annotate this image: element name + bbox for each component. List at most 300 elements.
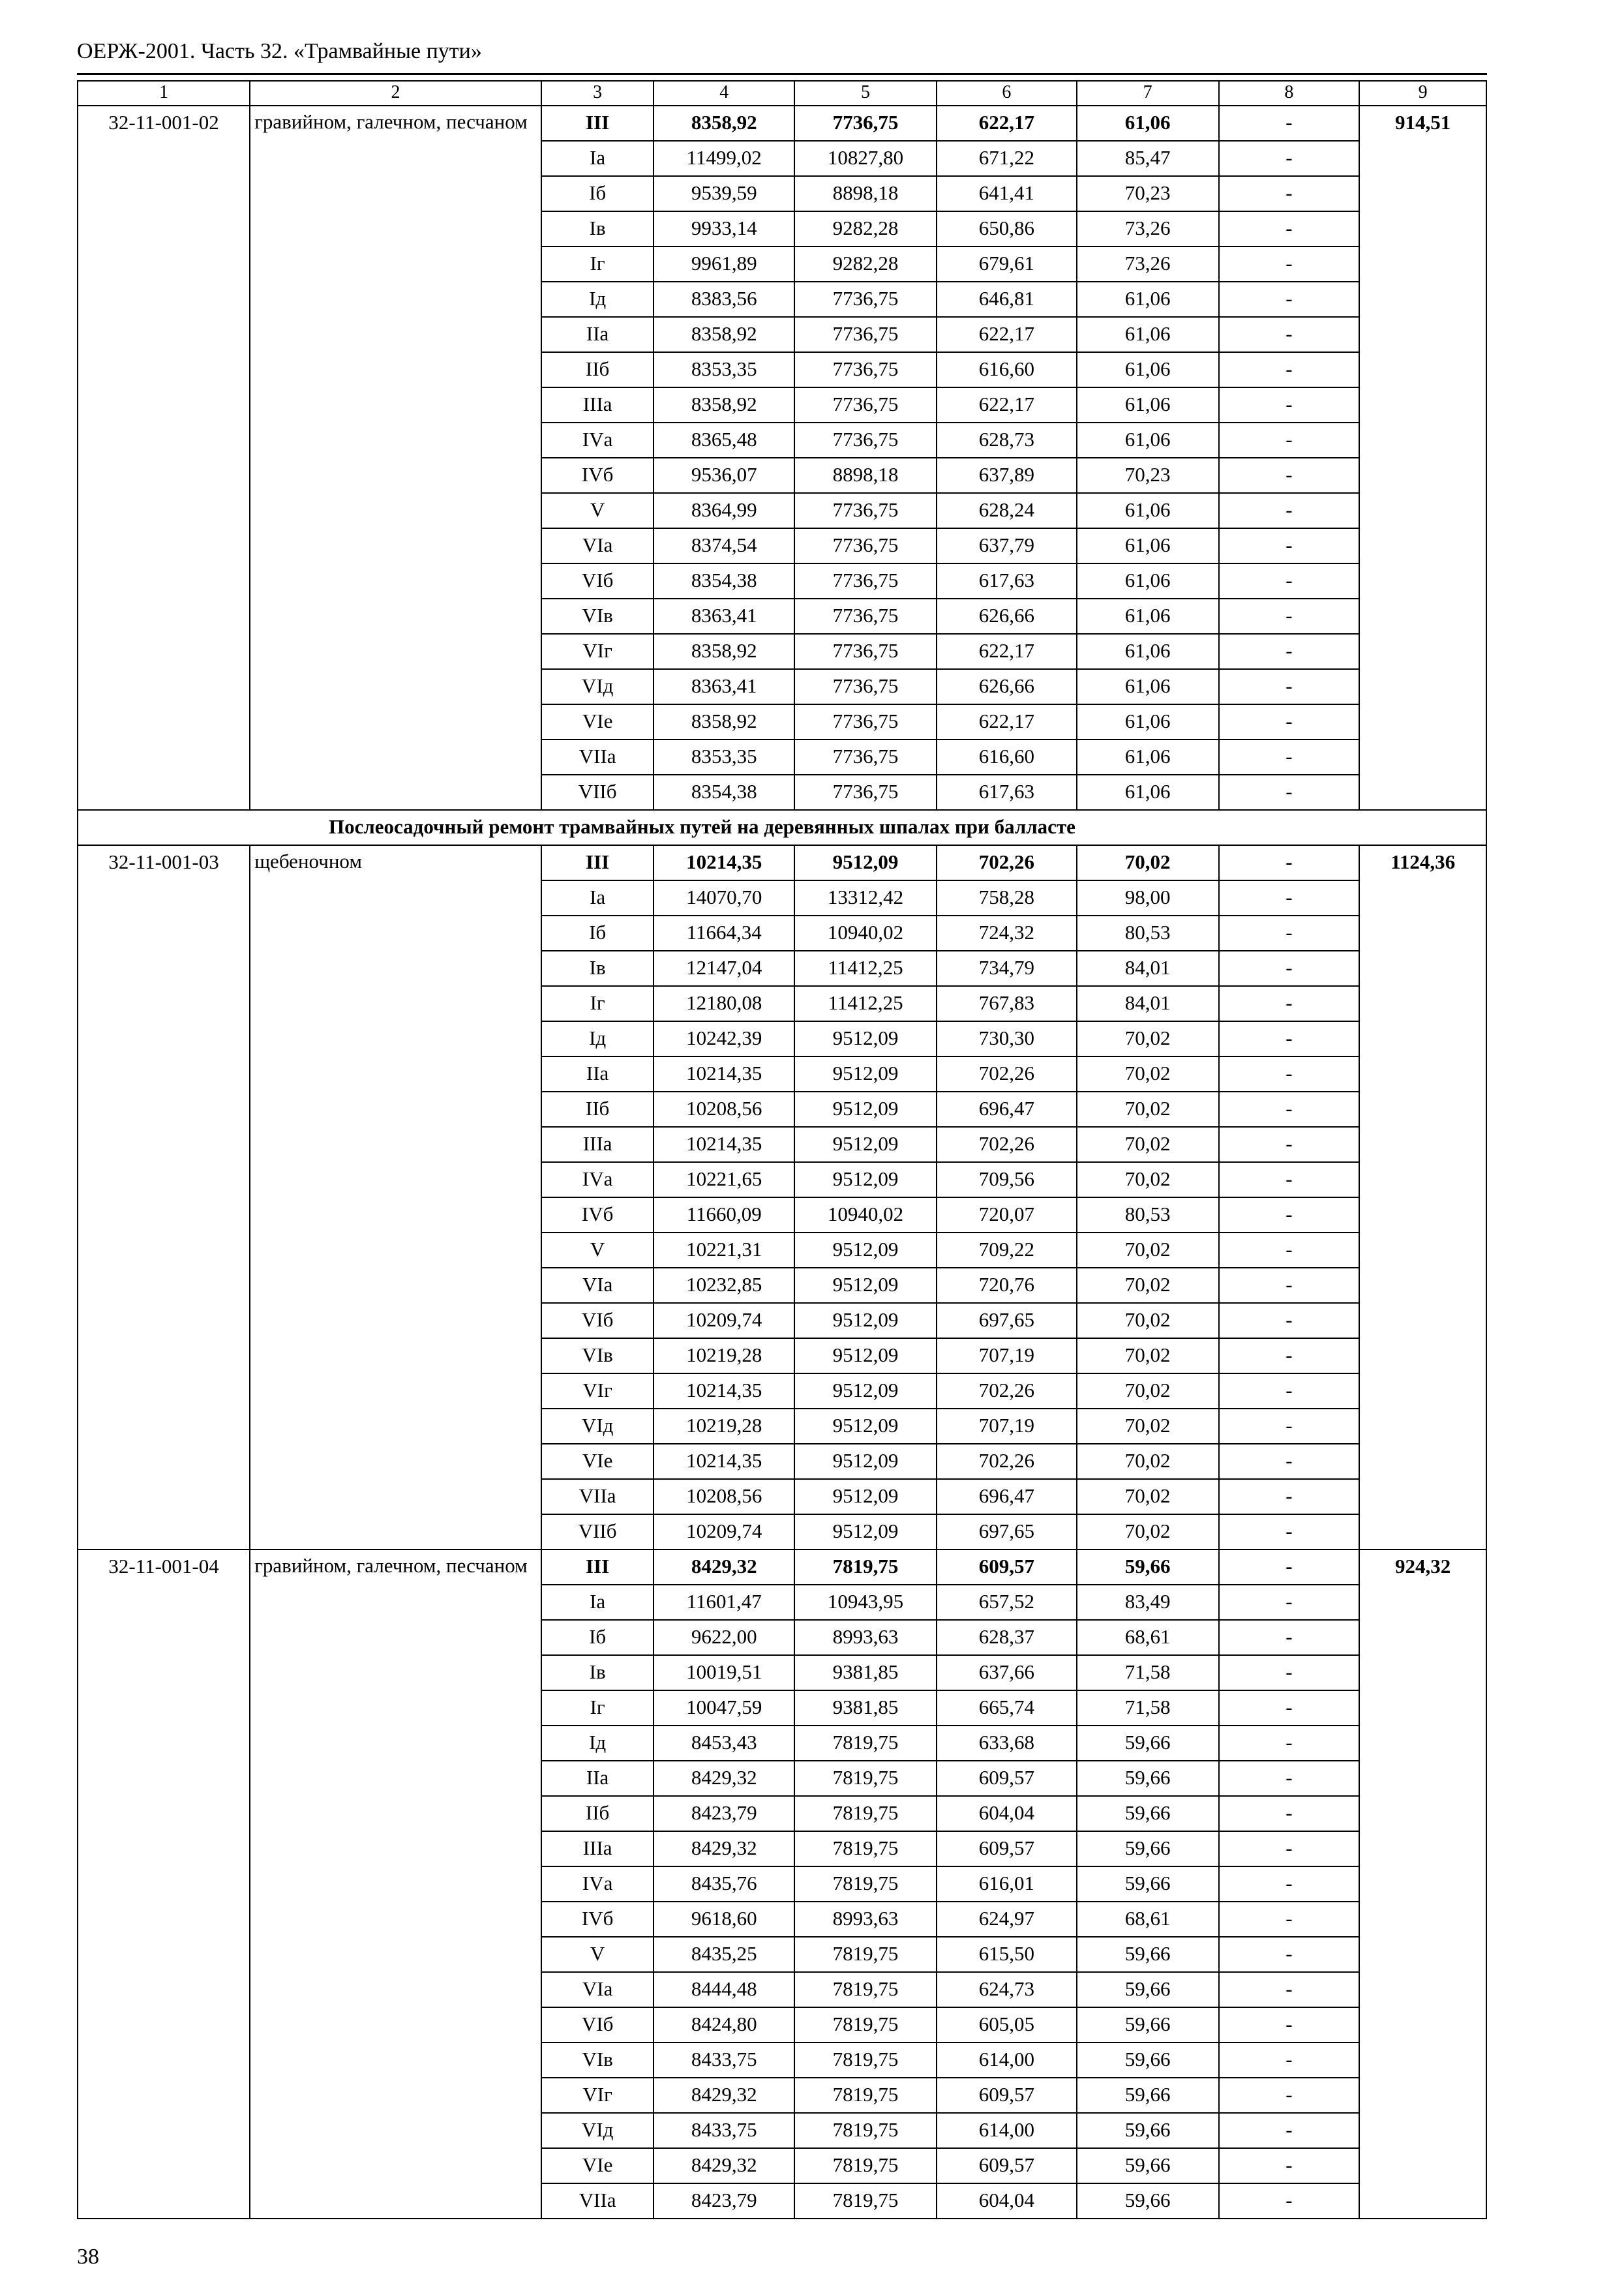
wages-cell: 9282,28	[794, 211, 937, 247]
total-cost-cell: 11660,09	[654, 1197, 794, 1233]
materials-cell: -	[1219, 247, 1360, 282]
materials-cell: -	[1219, 1761, 1360, 1796]
operator-wages-cell: 61,06	[1077, 740, 1219, 775]
materials-cell: -	[1219, 2007, 1360, 2042]
wages-cell: 10940,02	[794, 1197, 937, 1233]
class-cell: III	[541, 845, 654, 880]
materials-cell: -	[1219, 1902, 1360, 1937]
operator-wages-cell: 61,06	[1077, 704, 1219, 740]
machine-cost-cell: 696,47	[937, 1479, 1077, 1514]
class-cell: IVб	[541, 1902, 654, 1937]
operator-wages-cell: 61,06	[1077, 106, 1219, 141]
materials-cell: -	[1219, 1268, 1360, 1303]
materials-cell: -	[1219, 1444, 1360, 1479]
machine-cost-cell: 614,00	[937, 2113, 1077, 2148]
wages-cell: 7819,75	[794, 1937, 937, 1972]
machine-cost-cell: 624,73	[937, 1972, 1077, 2007]
wages-cell: 9512,09	[794, 1409, 937, 1444]
materials-cell: -	[1219, 423, 1360, 458]
rate-name-cell: гравийном, галечном, песчаном	[250, 106, 541, 810]
total-cost-cell: 8429,32	[654, 1549, 794, 1585]
materials-cell: -	[1219, 1655, 1360, 1690]
operator-wages-cell: 70,02	[1077, 1338, 1219, 1373]
total-cost-cell: 8453,43	[654, 1726, 794, 1761]
materials-cell: -	[1219, 1514, 1360, 1549]
total-cost-cell: 9933,14	[654, 211, 794, 247]
total-cost-cell: 10219,28	[654, 1409, 794, 1444]
machine-cost-cell: 650,86	[937, 211, 1077, 247]
class-cell: VIIб	[541, 1514, 654, 1549]
materials-cell: -	[1219, 1409, 1360, 1444]
operator-wages-cell: 61,06	[1077, 669, 1219, 704]
total-cost-cell: 8364,99	[654, 493, 794, 528]
total-cost-cell: 10047,59	[654, 1690, 794, 1726]
machine-cost-cell: 734,79	[937, 951, 1077, 986]
class-cell: VIб	[541, 563, 654, 599]
machine-cost-cell: 702,26	[937, 1127, 1077, 1162]
machine-cost-cell: 609,57	[937, 2148, 1077, 2183]
machine-cost-cell: 665,74	[937, 1690, 1077, 1726]
rate-name-cell: щебеночном	[250, 845, 541, 1549]
total-cost-cell: 12147,04	[654, 951, 794, 986]
materials-cell: -	[1219, 845, 1360, 880]
machine-cost-cell: 617,63	[937, 563, 1077, 599]
total-cost-cell: 10242,39	[654, 1021, 794, 1056]
machine-cost-cell: 724,32	[937, 916, 1077, 951]
wages-cell: 7736,75	[794, 528, 937, 563]
operator-wages-cell: 84,01	[1077, 951, 1219, 986]
class-cell: IIIа	[541, 1831, 654, 1866]
machine-cost-cell: 609,57	[937, 2078, 1077, 2113]
class-cell: V	[541, 1937, 654, 1972]
materials-cell: -	[1219, 634, 1360, 669]
machine-cost-cell: 614,00	[937, 2042, 1077, 2078]
wages-cell: 8993,63	[794, 1902, 937, 1937]
total-cost-cell: 12180,08	[654, 986, 794, 1021]
wages-cell: 7819,75	[794, 1726, 937, 1761]
class-cell: III	[541, 1549, 654, 1585]
materials-cell: -	[1219, 2183, 1360, 2219]
total-cost-cell: 8429,32	[654, 2078, 794, 2113]
machine-cost-cell: 637,79	[937, 528, 1077, 563]
operator-wages-cell: 70,02	[1077, 1092, 1219, 1127]
total-cost-cell: 10232,85	[654, 1268, 794, 1303]
wages-cell: 7736,75	[794, 563, 937, 599]
materials-cell: -	[1219, 1373, 1360, 1409]
class-cell: IVб	[541, 1197, 654, 1233]
rates-table	[77, 80, 1487, 2219]
operator-wages-cell: 70,02	[1077, 1162, 1219, 1197]
materials-cell: -	[1219, 528, 1360, 563]
materials-cell: -	[1219, 106, 1360, 141]
class-cell: III	[541, 106, 654, 141]
machine-cost-cell: 622,17	[937, 634, 1077, 669]
total-cost-cell: 8435,25	[654, 1937, 794, 1972]
wages-cell: 9512,09	[794, 1233, 937, 1268]
materials-cell: -	[1219, 2113, 1360, 2148]
wages-cell: 7736,75	[794, 599, 937, 634]
total-cost-cell: 8429,32	[654, 2148, 794, 2183]
class-cell: VIа	[541, 1972, 654, 2007]
total-cost-cell: 9961,89	[654, 247, 794, 282]
operator-wages-cell: 59,66	[1077, 2042, 1219, 2078]
wages-cell: 7819,75	[794, 2078, 937, 2113]
class-cell: VIг	[541, 2078, 654, 2113]
page-header: ОЕРЖ-2001. Часть 32. «Трамвайные пути»	[77, 39, 482, 63]
table-row	[78, 1549, 1486, 1585]
total-cost-cell: 8433,75	[654, 2042, 794, 2078]
class-cell: VIе	[541, 2148, 654, 2183]
class-cell: V	[541, 493, 654, 528]
class-cell: VIд	[541, 1409, 654, 1444]
wages-cell: 10943,95	[794, 1585, 937, 1620]
total-cost-cell: 8429,32	[654, 1831, 794, 1866]
total-cost-cell: 8423,79	[654, 1796, 794, 1831]
class-cell: Iд	[541, 282, 654, 317]
wages-cell: 11412,25	[794, 986, 937, 1021]
wages-cell: 9512,09	[794, 1303, 937, 1338]
operator-wages-cell: 61,06	[1077, 282, 1219, 317]
machine-cost-cell: 709,22	[937, 1233, 1077, 1268]
materials-cell: -	[1219, 387, 1360, 423]
total-cost-cell: 8423,79	[654, 2183, 794, 2219]
operator-wages-cell: 70,02	[1077, 845, 1219, 880]
machine-cost-cell: 622,17	[937, 704, 1077, 740]
operator-wages-cell: 80,53	[1077, 916, 1219, 951]
wages-cell: 9512,09	[794, 1127, 937, 1162]
class-cell: VIа	[541, 1268, 654, 1303]
class-cell: IIб	[541, 1092, 654, 1127]
machine-cost-cell: 641,41	[937, 176, 1077, 211]
machine-cost-cell: 637,66	[937, 1655, 1077, 1690]
operator-wages-cell: 61,06	[1077, 634, 1219, 669]
operator-wages-cell: 61,06	[1077, 423, 1219, 458]
class-cell: Iа	[541, 1585, 654, 1620]
wages-cell: 9381,85	[794, 1690, 937, 1726]
materials-cell: -	[1219, 986, 1360, 1021]
total-cost-cell: 8363,41	[654, 669, 794, 704]
materials-cell: -	[1219, 211, 1360, 247]
header-rule	[77, 73, 1487, 75]
wages-cell: 7736,75	[794, 282, 937, 317]
column-number-cell: 5	[794, 81, 937, 106]
wages-cell: 7819,75	[794, 2183, 937, 2219]
total-cost-cell: 10208,56	[654, 1092, 794, 1127]
class-cell: IVа	[541, 1162, 654, 1197]
class-cell: Iб	[541, 176, 654, 211]
total-cost-cell: 8363,41	[654, 599, 794, 634]
operator-wages-cell: 71,58	[1077, 1655, 1219, 1690]
machine-cost-cell: 702,26	[937, 1373, 1077, 1409]
operator-wages-cell: 59,66	[1077, 1726, 1219, 1761]
materials-cell: -	[1219, 1690, 1360, 1726]
operator-wages-cell: 61,06	[1077, 528, 1219, 563]
class-cell: Iа	[541, 141, 654, 176]
machine-cost-cell: 604,04	[937, 1796, 1077, 1831]
class-cell: VIIб	[541, 775, 654, 810]
total-cost-cell: 8365,48	[654, 423, 794, 458]
operator-wages-cell: 61,06	[1077, 599, 1219, 634]
class-cell: Iд	[541, 1021, 654, 1056]
class-cell: IIб	[541, 1796, 654, 1831]
class-cell: VIв	[541, 599, 654, 634]
section-row	[78, 810, 1486, 845]
class-cell: IVа	[541, 423, 654, 458]
wages-cell: 7736,75	[794, 669, 937, 704]
materials-cell: -	[1219, 1585, 1360, 1620]
machine-cost-cell: 707,19	[937, 1409, 1077, 1444]
operator-wages-cell: 73,26	[1077, 211, 1219, 247]
materials-cell: -	[1219, 1479, 1360, 1514]
wages-cell: 7819,75	[794, 1866, 937, 1902]
class-cell: Iг	[541, 986, 654, 1021]
total-cost-cell: 11664,34	[654, 916, 794, 951]
machine-cost-cell: 609,57	[937, 1549, 1077, 1585]
class-cell: Iа	[541, 880, 654, 916]
machine-cost-cell: 767,83	[937, 986, 1077, 1021]
wages-cell: 9512,09	[794, 1092, 937, 1127]
class-cell: Iв	[541, 951, 654, 986]
class-cell: IIа	[541, 1761, 654, 1796]
materials-cell: -	[1219, 1233, 1360, 1268]
materials-cell: -	[1219, 1162, 1360, 1197]
operator-wages-cell: 70,02	[1077, 1233, 1219, 1268]
operator-wages-cell: 98,00	[1077, 880, 1219, 916]
materials-cell: -	[1219, 1726, 1360, 1761]
machine-cost-cell: 616,60	[937, 352, 1077, 387]
machine-cost-cell: 624,97	[937, 1902, 1077, 1937]
class-cell: Iв	[541, 211, 654, 247]
class-cell: VIа	[541, 528, 654, 563]
total-cost-cell: 10221,65	[654, 1162, 794, 1197]
wages-cell: 7736,75	[794, 317, 937, 352]
total-cost-cell: 8358,92	[654, 317, 794, 352]
class-cell: IIа	[541, 1056, 654, 1092]
total-cost-cell: 14070,70	[654, 880, 794, 916]
machine-cost-cell: 646,81	[937, 282, 1077, 317]
wages-cell: 7736,75	[794, 775, 937, 810]
materials-cell: -	[1219, 1056, 1360, 1092]
total-cost-cell: 10208,56	[654, 1479, 794, 1514]
materials-cell: -	[1219, 1092, 1360, 1127]
materials-cell: -	[1219, 493, 1360, 528]
wages-cell: 9381,85	[794, 1655, 937, 1690]
materials-cell: -	[1219, 2148, 1360, 2183]
machine-cost-cell: 702,26	[937, 845, 1077, 880]
wages-cell: 9512,09	[794, 1444, 937, 1479]
operator-wages-cell: 59,66	[1077, 2148, 1219, 2183]
machine-cost-cell: 707,19	[937, 1338, 1077, 1373]
class-cell: Iд	[541, 1726, 654, 1761]
materials-cell: -	[1219, 352, 1360, 387]
total-cost-cell: 9618,60	[654, 1902, 794, 1937]
class-cell: VIв	[541, 2042, 654, 2078]
wages-cell: 7736,75	[794, 106, 937, 141]
machine-cost-cell: 615,50	[937, 1937, 1077, 1972]
class-cell: VIг	[541, 1373, 654, 1409]
machine-cost-cell: 657,52	[937, 1585, 1077, 1620]
machine-cost-cell: 696,47	[937, 1092, 1077, 1127]
wages-cell: 7819,75	[794, 2042, 937, 2078]
column-number-cell: 2	[250, 81, 541, 106]
class-cell: VIд	[541, 2113, 654, 2148]
operator-wages-cell: 68,61	[1077, 1620, 1219, 1655]
operator-wages-cell: 70,02	[1077, 1021, 1219, 1056]
total-cost-cell: 10219,28	[654, 1338, 794, 1373]
machine-cost-cell: 697,65	[937, 1514, 1077, 1549]
materials-cell: -	[1219, 740, 1360, 775]
wages-cell: 7819,75	[794, 1761, 937, 1796]
table-row	[78, 845, 1486, 880]
machine-cost-cell: 628,24	[937, 493, 1077, 528]
wages-cell: 7819,75	[794, 2113, 937, 2148]
operator-wages-cell: 85,47	[1077, 141, 1219, 176]
column-number-cell: 8	[1219, 81, 1360, 106]
table-body	[78, 81, 1486, 2219]
machine-cost-cell: 604,04	[937, 2183, 1077, 2219]
operator-wages-cell: 59,66	[1077, 1937, 1219, 1972]
machine-cost-cell: 720,07	[937, 1197, 1077, 1233]
machine-cost-cell: 616,01	[937, 1866, 1077, 1902]
total-cost-cell: 9536,07	[654, 458, 794, 493]
operator-wages-cell: 59,66	[1077, 1866, 1219, 1902]
machine-cost-cell: 679,61	[937, 247, 1077, 282]
class-cell: Iб	[541, 916, 654, 951]
labor-total-cell: 914,51	[1359, 106, 1486, 810]
column-number-cell: 9	[1359, 81, 1486, 106]
machine-cost-cell: 622,17	[937, 106, 1077, 141]
machine-cost-cell: 622,17	[937, 317, 1077, 352]
wages-cell: 7736,75	[794, 493, 937, 528]
wages-cell: 7819,75	[794, 1972, 937, 2007]
machine-cost-cell: 633,68	[937, 1726, 1077, 1761]
column-number-cell: 1	[78, 81, 250, 106]
machine-cost-cell: 628,73	[937, 423, 1077, 458]
operator-wages-cell: 70,02	[1077, 1056, 1219, 1092]
wages-cell: 7819,75	[794, 1549, 937, 1585]
wages-cell: 7819,75	[794, 1796, 937, 1831]
total-cost-cell: 8374,54	[654, 528, 794, 563]
total-cost-cell: 8358,92	[654, 704, 794, 740]
materials-cell: -	[1219, 669, 1360, 704]
materials-cell: -	[1219, 1866, 1360, 1902]
operator-wages-cell: 61,06	[1077, 317, 1219, 352]
machine-cost-cell: 609,57	[937, 1831, 1077, 1866]
materials-cell: -	[1219, 282, 1360, 317]
section-title: Послеосадочный ремонт трамвайных путей на деревянных шпалах при балласте	[78, 810, 1486, 845]
wages-cell: 9512,09	[794, 1056, 937, 1092]
operator-wages-cell: 70,02	[1077, 1303, 1219, 1338]
materials-cell: -	[1219, 880, 1360, 916]
class-cell: Iв	[541, 1655, 654, 1690]
materials-cell: -	[1219, 916, 1360, 951]
column-number-cell: 7	[1077, 81, 1219, 106]
total-cost-cell: 10214,35	[654, 1056, 794, 1092]
class-cell: V	[541, 1233, 654, 1268]
labor-total-cell: 1124,36	[1359, 845, 1486, 1549]
operator-wages-cell: 68,61	[1077, 1902, 1219, 1937]
wages-cell: 13312,42	[794, 880, 937, 916]
wages-cell: 8898,18	[794, 458, 937, 493]
operator-wages-cell: 59,66	[1077, 2183, 1219, 2219]
materials-cell: -	[1219, 1831, 1360, 1866]
class-cell: VIб	[541, 1303, 654, 1338]
wages-cell: 9512,09	[794, 1338, 937, 1373]
machine-cost-cell: 622,17	[937, 387, 1077, 423]
operator-wages-cell: 70,02	[1077, 1479, 1219, 1514]
total-cost-cell: 10214,35	[654, 1444, 794, 1479]
machine-cost-cell: 758,28	[937, 880, 1077, 916]
total-cost-cell: 8354,38	[654, 563, 794, 599]
materials-cell: -	[1219, 1972, 1360, 2007]
column-number-cell: 4	[654, 81, 794, 106]
operator-wages-cell: 61,06	[1077, 387, 1219, 423]
class-cell: IIа	[541, 317, 654, 352]
operator-wages-cell: 59,66	[1077, 1831, 1219, 1866]
rate-code-cell: 32-11-001-03	[78, 845, 250, 1549]
total-cost-cell: 9539,59	[654, 176, 794, 211]
operator-wages-cell: 59,66	[1077, 2078, 1219, 2113]
wages-cell: 7736,75	[794, 740, 937, 775]
wages-cell: 8993,63	[794, 1620, 937, 1655]
materials-cell: -	[1219, 1338, 1360, 1373]
machine-cost-cell: 616,60	[937, 740, 1077, 775]
total-cost-cell: 10221,31	[654, 1233, 794, 1268]
class-cell: VIд	[541, 669, 654, 704]
wages-cell: 7819,75	[794, 2148, 937, 2183]
rate-code-cell: 32-11-001-02	[78, 106, 250, 810]
total-cost-cell: 10214,35	[654, 1127, 794, 1162]
class-cell: VIв	[541, 1338, 654, 1373]
total-cost-cell: 8358,92	[654, 634, 794, 669]
column-number-row	[78, 81, 1486, 106]
materials-cell: -	[1219, 1937, 1360, 1972]
wages-cell: 7819,75	[794, 2007, 937, 2042]
class-cell: Iб	[541, 1620, 654, 1655]
class-cell: VIIа	[541, 1479, 654, 1514]
machine-cost-cell: 628,37	[937, 1620, 1077, 1655]
machine-cost-cell: 617,63	[937, 775, 1077, 810]
total-cost-cell: 8383,56	[654, 282, 794, 317]
wages-cell: 9512,09	[794, 1479, 937, 1514]
total-cost-cell: 8358,92	[654, 106, 794, 141]
materials-cell: -	[1219, 563, 1360, 599]
total-cost-cell: 11499,02	[654, 141, 794, 176]
operator-wages-cell: 84,01	[1077, 986, 1219, 1021]
total-cost-cell: 10214,35	[654, 1373, 794, 1409]
total-cost-cell: 8424,80	[654, 2007, 794, 2042]
operator-wages-cell: 59,66	[1077, 2007, 1219, 2042]
total-cost-cell: 8353,35	[654, 352, 794, 387]
operator-wages-cell: 70,02	[1077, 1268, 1219, 1303]
wages-cell: 7736,75	[794, 352, 937, 387]
wages-cell: 9512,09	[794, 1268, 937, 1303]
materials-cell: -	[1219, 951, 1360, 986]
operator-wages-cell: 70,23	[1077, 458, 1219, 493]
operator-wages-cell: 61,06	[1077, 352, 1219, 387]
operator-wages-cell: 59,66	[1077, 1972, 1219, 2007]
machine-cost-cell: 671,22	[937, 141, 1077, 176]
materials-cell: -	[1219, 1127, 1360, 1162]
operator-wages-cell: 61,06	[1077, 563, 1219, 599]
total-cost-cell: 10019,51	[654, 1655, 794, 1690]
class-cell: IVа	[541, 1866, 654, 1902]
total-cost-cell: 10209,74	[654, 1514, 794, 1549]
total-cost-cell: 8354,38	[654, 775, 794, 810]
operator-wages-cell: 61,06	[1077, 493, 1219, 528]
machine-cost-cell: 697,65	[937, 1303, 1077, 1338]
wages-cell: 11412,25	[794, 951, 937, 986]
